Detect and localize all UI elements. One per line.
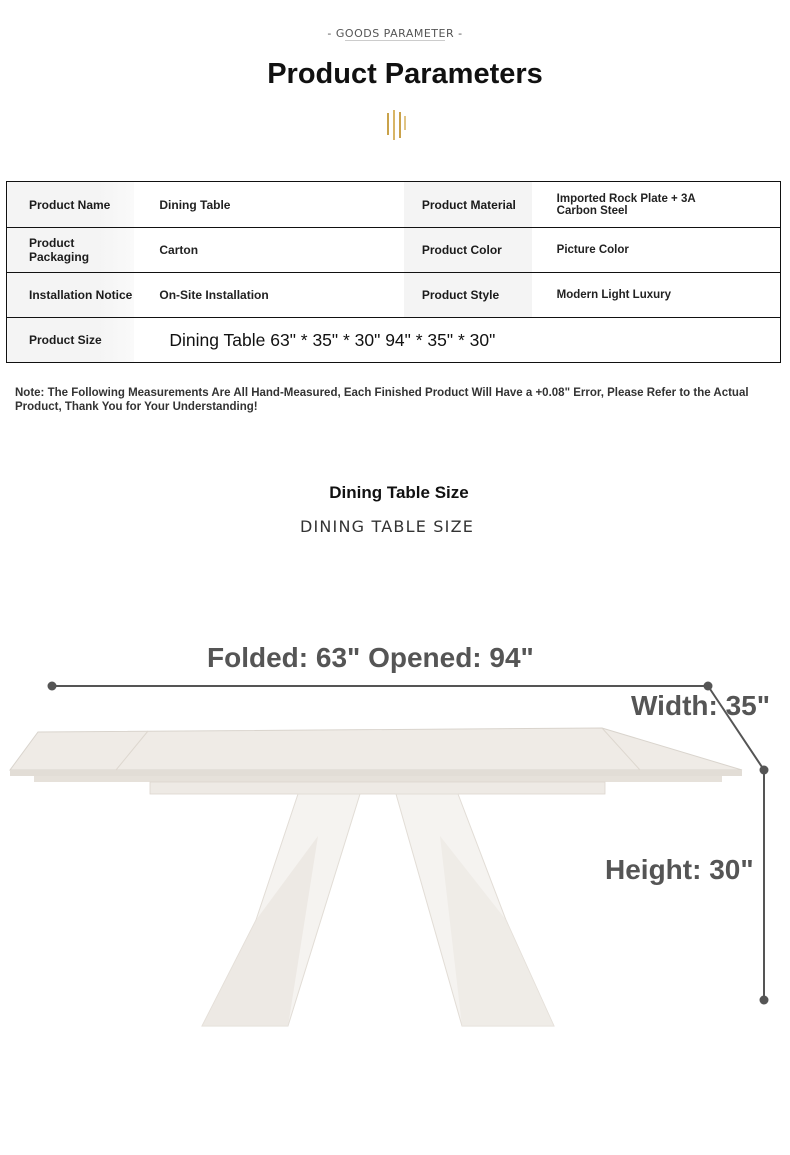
param-value: Dining Table bbox=[159, 197, 231, 212]
length-endpoint-left bbox=[48, 682, 57, 691]
caption-underline bbox=[345, 40, 445, 41]
table-top bbox=[10, 728, 742, 770]
table-row bbox=[7, 318, 781, 363]
table-row bbox=[7, 182, 781, 228]
param-label: Product Name bbox=[7, 182, 135, 228]
param-label: Product Color bbox=[404, 228, 532, 273]
extension-rail bbox=[150, 782, 605, 794]
size-section-title: Dining Table Size bbox=[329, 483, 469, 502]
table-top-edge bbox=[10, 770, 742, 776]
table-apron bbox=[34, 776, 722, 782]
height-endpoint bbox=[760, 996, 769, 1005]
param-label: Product Style bbox=[404, 273, 532, 318]
param-label: Product Packaging bbox=[7, 228, 135, 273]
param-value: On-Site Installation bbox=[134, 273, 403, 318]
goods-parameter-caption: - GOODS PARAMETER - bbox=[327, 27, 463, 40]
param-value: Imported Rock Plate + 3A Carbon Steel bbox=[556, 192, 696, 217]
measurement-note: Note: The Following Measurements Are All Hand-Measured, Each Finished Product Will Have a +0.08" Error, Please Refer to the Actual Product, Thank You for Your Understanding! bbox=[15, 387, 749, 413]
length-dimension-label: Folded: 63" Opened: 94" bbox=[207, 642, 534, 673]
param-value: Dining Table 63" * 35" * 30" 94" * 35" * 30" bbox=[134, 318, 780, 363]
param-value: Picture Color bbox=[532, 228, 781, 273]
param-label: Installation Notice bbox=[7, 273, 135, 318]
gold-decoration-icon bbox=[384, 110, 408, 142]
table-row bbox=[7, 228, 781, 273]
size-section-subtitle: DINING TABLE SIZE bbox=[299, 517, 475, 536]
parameter-table bbox=[6, 181, 781, 363]
param-value: Carton bbox=[134, 228, 403, 273]
param-label: Product Size bbox=[7, 318, 135, 363]
table-row bbox=[7, 273, 781, 318]
height-dimension-label: Height: 30" bbox=[605, 854, 754, 885]
width-dimension-label: Width: 35" bbox=[631, 690, 771, 721]
page-title: Product Parameters bbox=[267, 58, 543, 90]
param-value: Modern Light Luxury bbox=[532, 273, 781, 318]
param-label: Product Material bbox=[404, 182, 532, 228]
